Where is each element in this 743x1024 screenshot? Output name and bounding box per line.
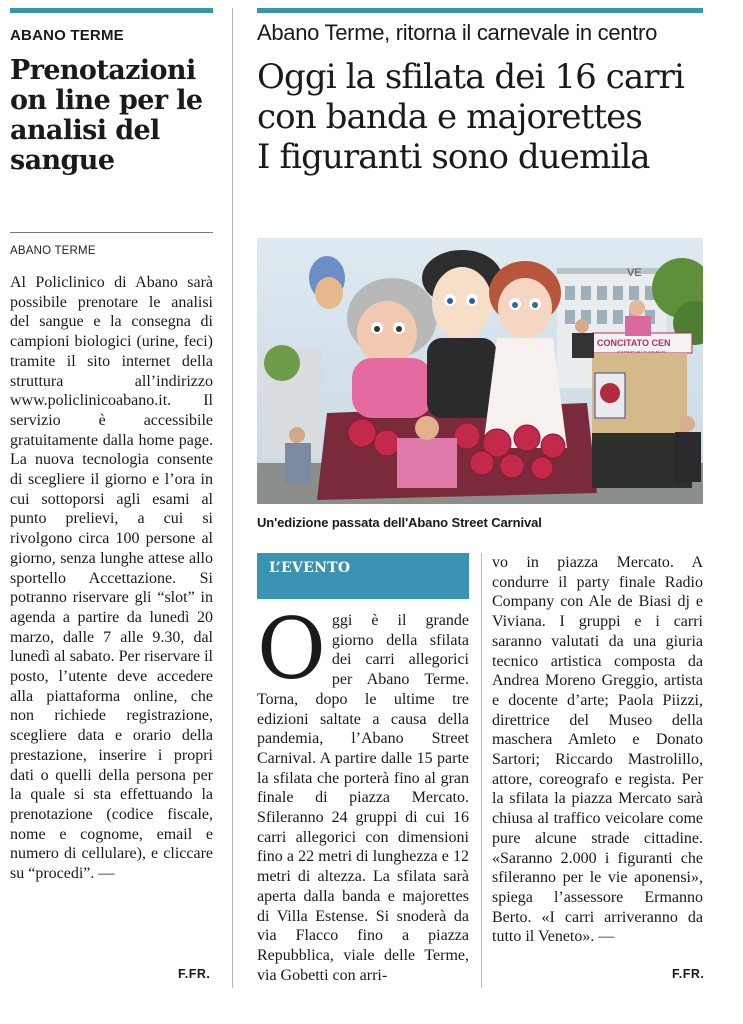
carnival-photo <box>257 238 703 504</box>
section-label-box <box>257 553 469 599</box>
left-signature: F.FR. <box>178 967 211 981</box>
photo-truck-sign: CONCITATO CEN <box>597 338 671 348</box>
column-separator <box>232 8 233 988</box>
article-column-separator <box>481 553 482 988</box>
main-signature: F.FR. <box>672 967 705 981</box>
main-headline <box>257 57 717 177</box>
drop-cap: O <box>257 600 326 698</box>
section-label: L’EVENTO <box>269 560 351 576</box>
main-headline-line-2: con banda e majorettes <box>257 97 642 137</box>
left-article-body: Al Policlinico di Abano sarà possibile prenotare le analisi del sangue e la consegna di campioni biologici (urine, feci) tramite il sito internet della struttura all’indirizzo www.policlinicoabano.it. Il servizio è accessibile gratuitamente dalla home page. La nuova tecnologia consente di scegliere il giorno e l’ora in cui sottoporsi agli esami al punto prelievi, a cui si rivolgono circa 100 persone al giorno, senza lunghe attese allo sportello Accettazione. Si potranno riservare gli “slot” in agenda a partire da lunedì 20 marzo, dalle 7 alle 9.30, dal lunedì al sabato. Per riservare il posto, l’utente deve accedere alla piattaforma online, che non richiede registrazione, scegliere data e orario della prestazione, inserire i propri dati o quelli della persona per la quale si sta effettuando la prenotazione (codice fiscale, nome e cognome, email e numero di cellulare), e cliccare su “procedi”. — <box>10 274 213 883</box>
main-headline-line-3: I figuranti sono duemila <box>257 137 650 177</box>
main-article-column-2: vo in piazza Mercato. A condurre il party finale Radio Company con Ale de Biasi dj e Viviana. I gruppi e i carri saranno valutati da una giuria tecnico artistica composta da Andrea Moreno Greggio, artista e docente d’arte; Paola Piizzi, direttrice del Museo della maschera Amleto e Donato Sartori; Riccardo Mastrolillo, attore, coreografo e regista. Per la sfilata la piazza Mercato sarà chiusa al traffico veicolare come pure alcune strade cittadine. «Saranno 2.000 i figuranti che sfileranno per le vie aponensi», spiega l’assessore Ermanno Berto. «I carri arriveranno da tutto il Veneto». — <box>492 554 703 946</box>
left-kicker: ABANO TERME <box>10 27 124 44</box>
main-headline-line-1: Oggi la sfilata dei 16 carri <box>257 57 684 97</box>
left-headline: Prenotazioni on line per le analisi del sangue <box>10 55 203 176</box>
left-divider <box>10 232 213 233</box>
left-top-rule <box>10 8 213 13</box>
main-top-rule <box>257 8 703 13</box>
photo-building-text: VE <box>627 267 642 279</box>
photo-caption: Un'edizione passata dell'Abano Street Carnival <box>257 515 542 530</box>
main-article-column-1 <box>257 600 469 985</box>
main-occhiello: Abano Terme, ritorna il carnevale in centro <box>257 20 658 45</box>
main-article-text-1: ggi è il grande giorno della sfilata dei carri allegorici per Abano Terme. Torna, dopo le ultime tre edizioni saltate a causa della pandemia, l’Abano Street Carnival. A partire dalle 15 parte la sfilata che porterà fino al gran finale di piazza Mercato. Sfileranno 24 gruppi di cui 16 carri allegorici con dimensioni fino a 22 metri di lunghezza e 12 metri di altezza. La sfilata sarà aperta dalla banda e majorettes di Villa Estense. Si snoderà da via Flacco fino a piazza Repubblica, viale delle Terme, via Gobetti con arri- <box>257 612 469 984</box>
left-dateline: ABANO TERME <box>10 245 96 257</box>
